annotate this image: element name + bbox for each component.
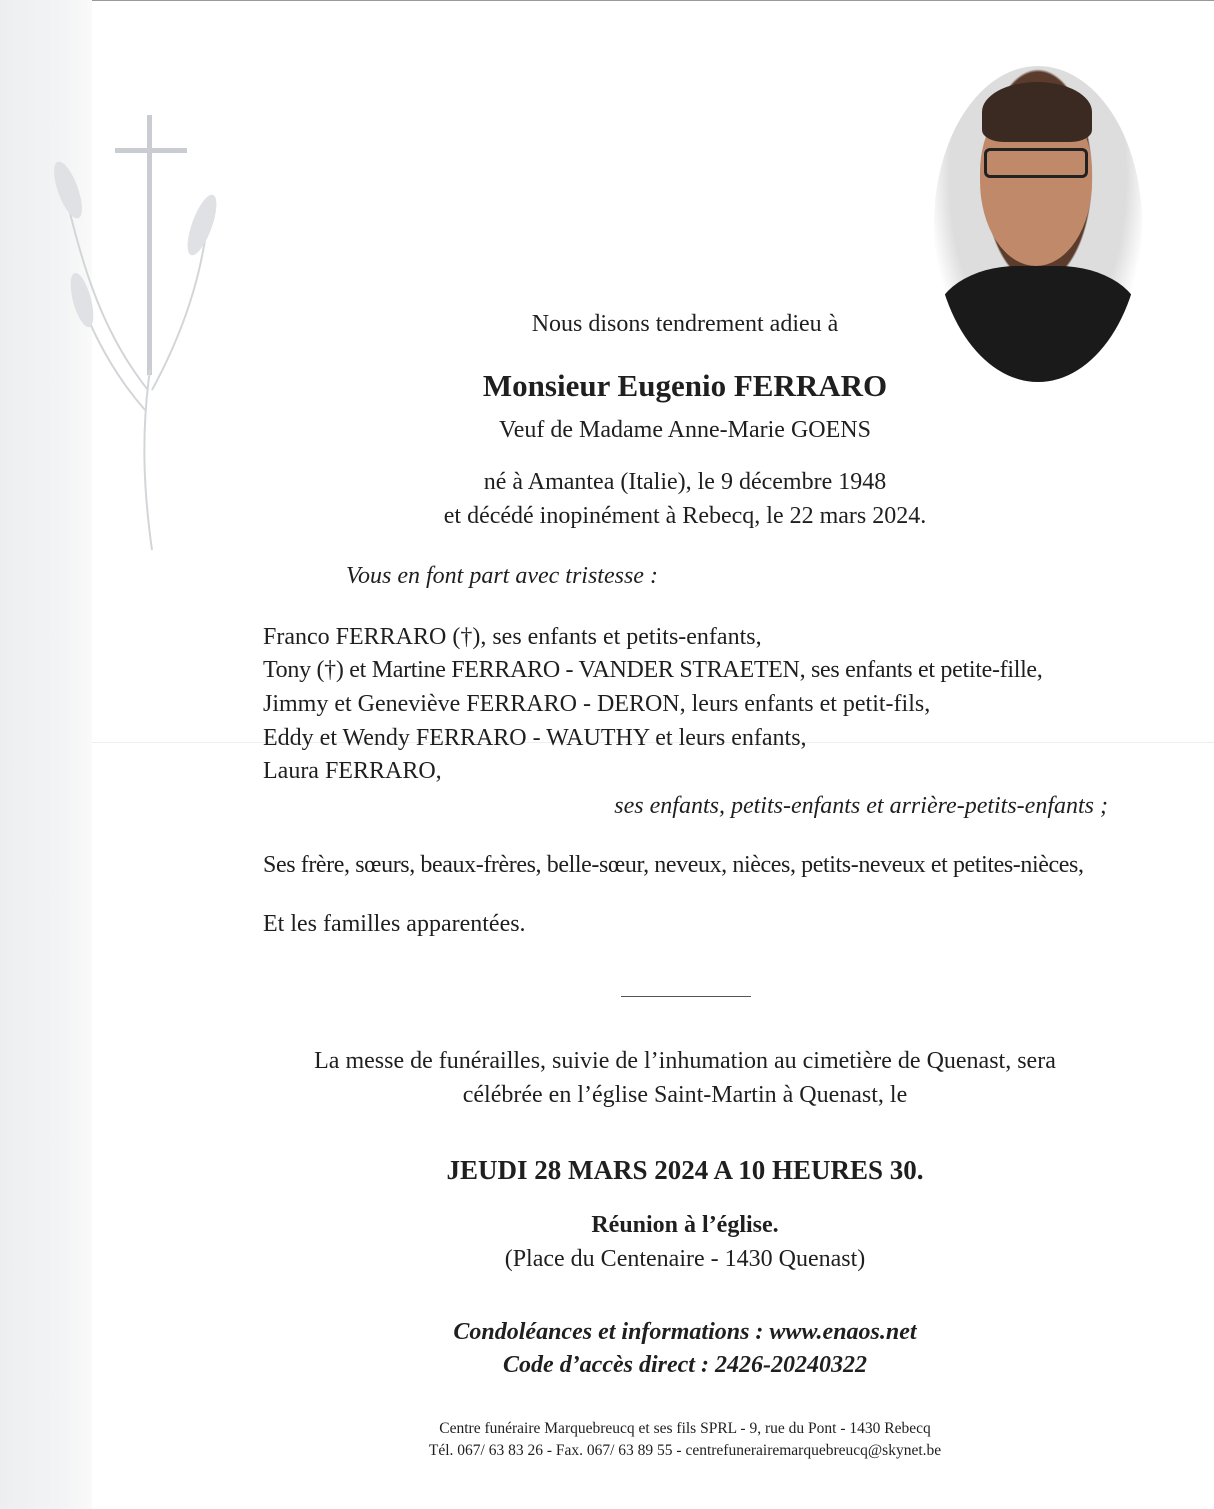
meeting-text: Réunion à l’église. xyxy=(591,1212,779,1238)
siblings-text: Ses frère, sœurs, beaux-frères, belle-sœur, neveux, nièces, petits-neveux et petites-nièces, xyxy=(263,852,1084,878)
family-role: ses enfants, petits-enfants et arrière-petits-enfants ; xyxy=(614,793,1108,819)
funeral-home-address: Centre funéraire Marquebreucq et ses fils SPRL - 9, rue du Pont - 1430 Rebecq xyxy=(439,1420,931,1437)
family-line: Eddy et Wendy FERRARO - WAUTHY et leurs enfants, xyxy=(263,725,807,751)
deceased-name: Monsieur Eugenio FERRARO xyxy=(482,368,888,403)
mass-text-2: célébrée en l’église Saint-Martin à Quenast, le xyxy=(462,1082,908,1108)
announce-text: Vous en font part avec tristesse : xyxy=(346,563,658,589)
family-line: Jimmy et Geneviève FERRARO - DERON, leurs enfants et petit-fils, xyxy=(263,691,931,717)
access-code: Code d’accès direct : 2426-20240322 xyxy=(503,1352,867,1378)
mass-text-1: La messe de funérailles, suivie de l’inhumation au cimetière de Quenast, sera xyxy=(314,1048,1056,1074)
church-address: (Place du Centenaire - 1430 Quenast) xyxy=(504,1246,866,1272)
family-line: Tony (†) et Martine FERRARO - VANDER STRAETEN, ses enfants et petite-fille, xyxy=(263,657,1043,683)
divider xyxy=(621,996,751,997)
relatives-text: Et les familles apparentées. xyxy=(263,911,526,937)
funeral-home-contact: Tél. 067/ 63 83 26 - Fax. 067/ 63 89 55 - centrefunerairemarquebreucq@skynet.be xyxy=(428,1442,942,1459)
family-line: Laura FERRARO, xyxy=(263,758,442,784)
death-text: et décédé inopinément à Rebecq, le 22 mars 2024. xyxy=(443,503,927,529)
birth-text: né à Amantea (Italie), le 9 décembre 1948 xyxy=(483,469,887,495)
intro-text: Nous disons tendrement adieu à xyxy=(531,311,839,337)
family-line: Franco FERRARO (†), ses enfants et petits-enfants, xyxy=(263,624,762,650)
page-border xyxy=(0,0,1214,1)
funeral-date: JEUDI 28 MARS 2024 A 10 HEURES 30. xyxy=(446,1155,924,1185)
spouse-text: Veuf de Madame Anne-Marie GOENS xyxy=(499,417,871,443)
cross-wheat-icon xyxy=(40,110,230,560)
condolences-text: Condoléances et informations : www.enaos.net xyxy=(453,1319,917,1345)
